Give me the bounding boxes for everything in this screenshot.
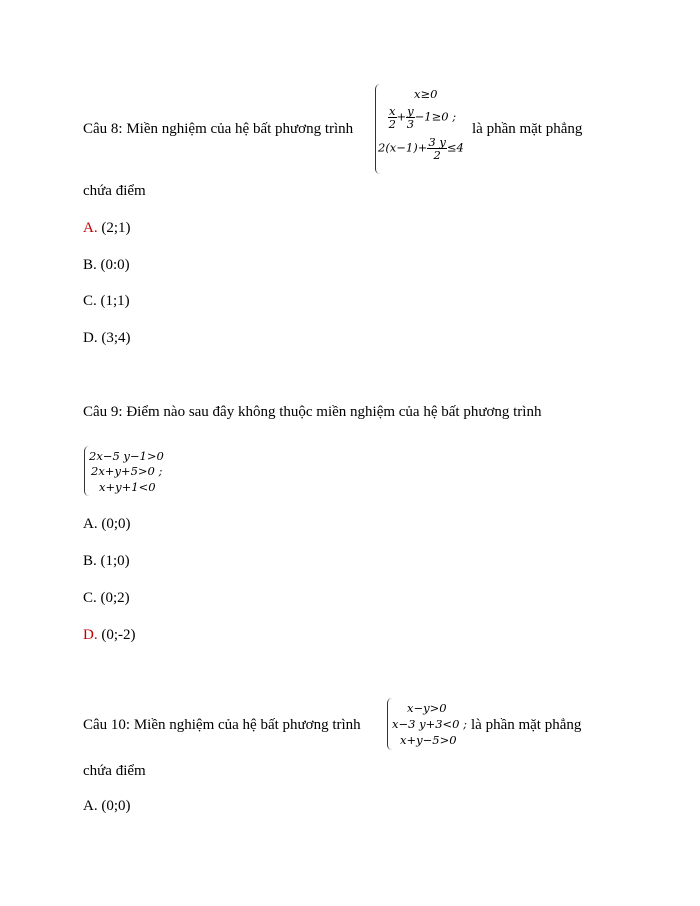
q9-option-a[interactable]: A. (0;0) bbox=[83, 516, 131, 532]
q9-option-b[interactable]: B. (1;0) bbox=[83, 553, 130, 569]
q10-system-line-3: x+y−5>0 bbox=[400, 733, 457, 747]
q8-fraction-x-over-2: $\frac{x}{2}$ bbox=[388, 104, 396, 131]
q8-option-b[interactable]: B. (0:0) bbox=[83, 257, 130, 273]
q8-fraction-y-over-3: $\frac{y}{3}$ bbox=[406, 104, 415, 131]
q8-prefix: Câu 8: Miền nghiệm của hệ bất phương trình bbox=[83, 121, 354, 137]
q9-system-line-2: 2x+y+5>0 ; bbox=[91, 464, 163, 478]
q8-continuation: chứa điểm bbox=[83, 183, 146, 199]
q10-system-line-1: x−y>0 bbox=[407, 701, 447, 715]
q8-system-line-2: $\frac{x}{2}$ + $\frac{y}{3}$ −1≥0 ; bbox=[388, 104, 457, 131]
q8-option-c[interactable]: C. (1;1) bbox=[83, 293, 130, 309]
q9-prefix: Câu 9: Điểm nào sau đây không thuộc miền nghiệm của hệ bất phương trình bbox=[83, 404, 542, 420]
q9-option-d[interactable]: D. (0;-2) bbox=[83, 627, 136, 643]
q10-prefix: Câu 10: Miền nghiệm của hệ bất phương trình bbox=[83, 717, 361, 733]
q9-option-c[interactable]: C. (0;2) bbox=[83, 590, 130, 606]
q10-continuation: chứa điểm bbox=[83, 763, 146, 779]
q9-system-line-1: 2x−5 y−1>0 bbox=[89, 449, 164, 463]
q8-system-line-1: x≥0 bbox=[414, 87, 438, 101]
q10-option-a[interactable]: A. (0;0) bbox=[83, 798, 131, 814]
q9-system-line-3: x+y+1<0 bbox=[99, 480, 156, 494]
q8-fraction-3y-over-2: $\frac{3 y}{2}$ bbox=[428, 135, 446, 162]
q10-suffix: là phần mặt phẳng bbox=[471, 717, 582, 733]
q10-system-line-2: x−3 y+3<0 ; bbox=[392, 717, 468, 731]
q8-option-d[interactable]: D. (3;4) bbox=[83, 330, 131, 346]
q8-system-line-3: 2(x−1)+ $\frac{3 y}{2}$ ≤4 bbox=[378, 135, 464, 162]
q8-suffix: là phần mặt phẳng bbox=[472, 121, 583, 137]
q8-option-a[interactable]: A. (2;1) bbox=[83, 220, 131, 236]
